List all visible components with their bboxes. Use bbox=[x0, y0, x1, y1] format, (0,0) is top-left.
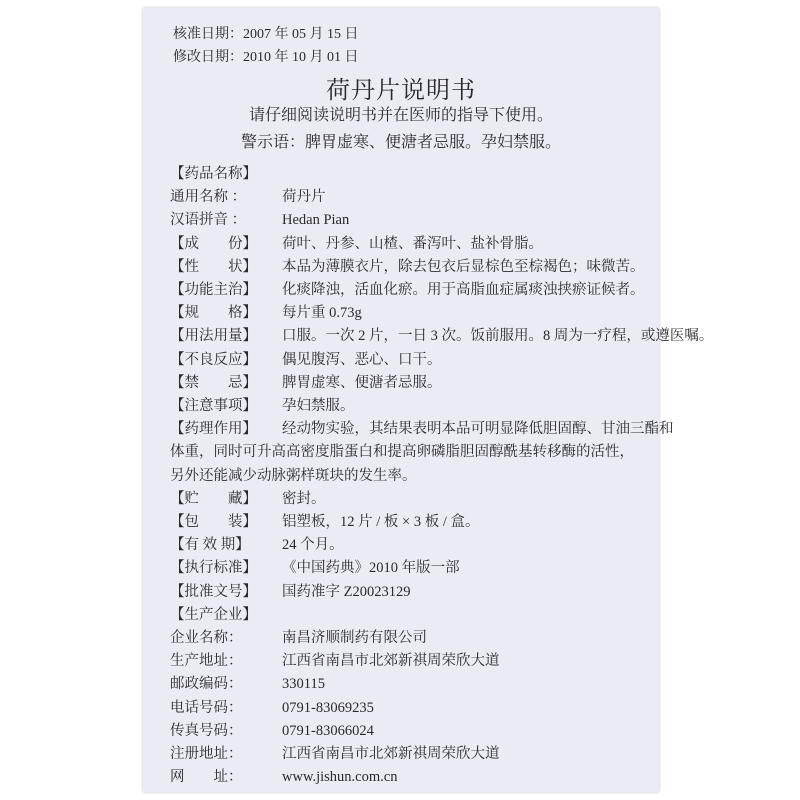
fax-row: 传真号码： 0791-83066024 bbox=[170, 722, 374, 739]
spec-row: 【规 格】 每片重 0.73g bbox=[170, 305, 362, 322]
registered-address-row: 注册地址： 江西省南昌市北郊新祺周荣欣大道 bbox=[170, 746, 500, 763]
precautions-row: 【注意事项】 孕妇禁服。 bbox=[170, 398, 355, 415]
revision-date: 修改日期：2010 年 10 月 01 日 bbox=[173, 50, 359, 65]
pinyin-row: 汉语拼音 ： Hedan Pian bbox=[170, 212, 350, 229]
storage-row: 【贮 藏】 密封。 bbox=[170, 490, 326, 507]
leaflet-card bbox=[143, 8, 714, 792]
company-name-row: 企业名称： 南昌济顺制药有限公司 bbox=[170, 630, 427, 647]
website-link: www.jishun.com.cn bbox=[282, 769, 398, 786]
package-row: 【包 装】 铝塑板，12 片 / 板 × 3 板 / 盒。 bbox=[170, 514, 480, 531]
website-row: 网 址： www.jishun.com.cn bbox=[170, 769, 398, 786]
generic-name-row: 通用名称 ： 荷丹片 bbox=[170, 189, 326, 206]
warning-text: 警示语：脾胃虚寒、便溏者忌服。孕妇禁服。 bbox=[240, 134, 561, 151]
drug-name-heading: 【药品名称】 bbox=[170, 166, 257, 182]
adverse-row: 【不良反应】 偶见腹泻、恶心、口干。 bbox=[170, 351, 442, 368]
dosage-row: 【用法用量】 口服。一次 2 片，一日 3 次。饭前服用。8 周为一疗程，或遵医嘱。 bbox=[170, 328, 714, 345]
production-address-row: 生产地址： 江西省南昌市北郊新祺周荣欣大道 bbox=[170, 653, 500, 670]
document-title: 荷丹片说明书 bbox=[326, 78, 476, 104]
pharmacology-line-2: 体重，同时可升高高密度脂蛋白和提高卵磷脂胆固醇酰基转移酶的活性， bbox=[170, 444, 634, 461]
pharmacology-row: 【药理作用】 经动物实验，其结果表明本品可明显降低胆固醇、甘油三酯和 bbox=[170, 421, 674, 438]
ingredients-row: 【成 份】 荷叶、丹参、山楂、番泻叶、盐补骨脂。 bbox=[170, 235, 543, 252]
appearance-row: 【性 状】 本品为薄膜衣片，除去包衣后显棕色至棕褐色；味微苦。 bbox=[170, 258, 645, 275]
validity-row: 【有 效 期】 24 个月。 bbox=[170, 537, 344, 554]
phone-row: 电话号码： 0791-83069235 bbox=[170, 699, 374, 716]
standard-row: 【执行标准】 《中国药典》2010 年版一部 bbox=[170, 560, 460, 577]
instruction-text: 请仔细阅读说明书并在医师的指导下使用。 bbox=[248, 107, 553, 124]
manufacturer-heading: 【生产企业】 bbox=[170, 606, 257, 623]
contraindications-row: 【禁 忌】 脾胃虚寒、便溏者忌服。 bbox=[170, 374, 442, 391]
leaflet-body bbox=[170, 163, 714, 789]
pharmacology-line-3: 另外还能减少动脉粥样斑块的发生率。 bbox=[170, 467, 417, 484]
postcode-row: 邮政编码： 330115 bbox=[170, 676, 325, 693]
indications-row: 【功能主治】 化痰降浊，活血化瘀。用于高脂血症属痰浊挟瘀证候者。 bbox=[170, 282, 645, 299]
approval-date: 核准日期：2007 年 05 月 15 日 bbox=[173, 27, 359, 42]
approval-number-row: 【批准文号】 国药准字 Z20023129 bbox=[170, 583, 411, 600]
